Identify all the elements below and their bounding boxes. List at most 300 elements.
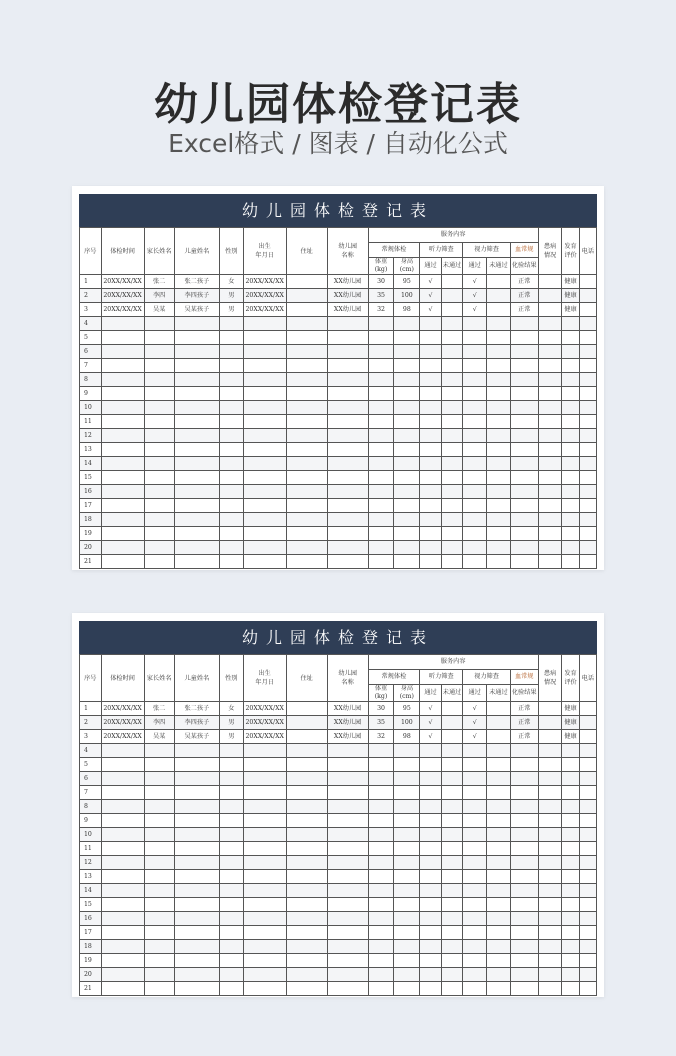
cell-vision-fail — [487, 289, 511, 303]
cell-address — [286, 702, 327, 716]
cell-blood-result — [510, 401, 538, 415]
table-row — [80, 842, 597, 856]
cell-parent — [144, 926, 174, 940]
cell-vision-fail — [487, 429, 511, 443]
cell-parent — [144, 513, 174, 527]
cell-gender — [219, 926, 243, 940]
cell-vision-pass — [463, 457, 487, 471]
cell-weight — [368, 744, 394, 758]
cell-gender: 女 — [219, 275, 243, 289]
cell-gender — [219, 884, 243, 898]
cell-weight — [368, 513, 394, 527]
cell-hearing-pass — [420, 912, 442, 926]
cell-kindergarten — [327, 814, 368, 828]
cell-weight — [368, 884, 394, 898]
cell-height — [394, 968, 420, 982]
cell-exam-time — [101, 443, 144, 457]
cell-disease — [538, 842, 562, 856]
cell-gender — [219, 842, 243, 856]
cell-birth — [243, 744, 286, 758]
cell-phone — [579, 485, 596, 499]
page-subtitle: Excel格式 / 图表 / 自动化公式 — [168, 129, 508, 158]
cell-development — [562, 870, 579, 884]
cell-height: 95 — [394, 702, 420, 716]
cell-address — [286, 345, 327, 359]
cell-vision-pass — [463, 828, 487, 842]
cell-parent — [144, 772, 174, 786]
cell-blood-result — [510, 485, 538, 499]
cell-development — [562, 828, 579, 842]
cell-vision-fail — [487, 485, 511, 499]
cell-birth — [243, 331, 286, 345]
cell-seq: 20 — [80, 968, 102, 982]
cell-address — [286, 814, 327, 828]
cell-weight — [368, 968, 394, 982]
cell-exam-time — [101, 485, 144, 499]
cell-gender — [219, 541, 243, 555]
cell-phone — [579, 912, 596, 926]
cell-blood-result — [510, 870, 538, 884]
header-service: 服务内容 — [368, 655, 538, 670]
cell-vision-fail — [487, 275, 511, 289]
cell-blood-result — [510, 513, 538, 527]
cell-weight — [368, 331, 394, 345]
cell-seq: 21 — [80, 555, 102, 569]
cell-kindergarten — [327, 387, 368, 401]
cell-phone — [579, 429, 596, 443]
cell-hearing-pass — [420, 870, 442, 884]
cell-kindergarten — [327, 555, 368, 569]
table-row — [80, 345, 597, 359]
cell-blood-result — [510, 926, 538, 940]
cell-vision-fail — [487, 527, 511, 541]
cell-kindergarten — [327, 527, 368, 541]
cell-vision-pass: √ — [463, 275, 487, 289]
cell-development — [562, 499, 579, 513]
cell-parent — [144, 555, 174, 569]
cell-parent: 张二 — [144, 275, 174, 289]
cell-vision-fail — [487, 387, 511, 401]
cell-address — [286, 541, 327, 555]
header-hearing-fail: 未通过 — [441, 258, 463, 275]
cell-address — [286, 359, 327, 373]
cell-height — [394, 814, 420, 828]
cell-birth — [243, 772, 286, 786]
cell-phone — [579, 401, 596, 415]
cell-development — [562, 856, 579, 870]
cell-phone — [579, 443, 596, 457]
header-height: 身高 (cm) — [394, 258, 420, 275]
cell-parent — [144, 373, 174, 387]
cell-blood-result — [510, 317, 538, 331]
cell-vision-fail — [487, 954, 511, 968]
cell-vision-pass — [463, 800, 487, 814]
cell-parent — [144, 814, 174, 828]
cell-phone — [579, 289, 596, 303]
sheet-title: 幼儿园体检登记表 — [79, 194, 597, 227]
cell-phone — [579, 926, 596, 940]
cell-hearing-pass — [420, 331, 442, 345]
cell-height: 95 — [394, 275, 420, 289]
table-row — [80, 359, 597, 373]
cell-vision-fail — [487, 758, 511, 772]
header-blood-result: 化验结果 — [510, 685, 538, 702]
cell-birth — [243, 842, 286, 856]
table-row — [80, 303, 597, 317]
cell-hearing-fail — [441, 499, 463, 513]
cell-kindergarten — [327, 744, 368, 758]
cell-hearing-fail — [441, 555, 463, 569]
cell-vision-pass — [463, 359, 487, 373]
cell-development — [562, 373, 579, 387]
cell-phone — [579, 800, 596, 814]
cell-hearing-fail — [441, 828, 463, 842]
cell-hearing-pass — [420, 541, 442, 555]
cell-address — [286, 926, 327, 940]
exam-table — [79, 654, 597, 996]
cell-address — [286, 303, 327, 317]
cell-blood-result — [510, 387, 538, 401]
cell-address — [286, 856, 327, 870]
table-row — [80, 527, 597, 541]
cell-weight — [368, 471, 394, 485]
header-hearing-fail: 未通过 — [441, 685, 463, 702]
cell-hearing-pass — [420, 429, 442, 443]
cell-phone — [579, 828, 596, 842]
cell-parent: 李四 — [144, 289, 174, 303]
cell-vision-fail — [487, 926, 511, 940]
cell-gender — [219, 758, 243, 772]
cell-vision-pass — [463, 744, 487, 758]
cell-seq: 14 — [80, 884, 102, 898]
cell-child — [174, 758, 219, 772]
cell-hearing-fail — [441, 982, 463, 996]
cell-weight — [368, 429, 394, 443]
cell-kindergarten — [327, 926, 368, 940]
cell-weight — [368, 345, 394, 359]
cell-vision-pass — [463, 471, 487, 485]
cell-parent — [144, 800, 174, 814]
cell-child — [174, 870, 219, 884]
cell-birth — [243, 898, 286, 912]
cell-development — [562, 443, 579, 457]
cell-birth — [243, 429, 286, 443]
cell-kindergarten — [327, 842, 368, 856]
cell-seq: 12 — [80, 429, 102, 443]
cell-exam-time — [101, 786, 144, 800]
cell-exam-time — [101, 541, 144, 555]
cell-hearing-fail — [441, 345, 463, 359]
cell-blood-result — [510, 758, 538, 772]
cell-seq: 2 — [80, 716, 102, 730]
cell-vision-fail — [487, 730, 511, 744]
cell-seq: 16 — [80, 912, 102, 926]
cell-hearing-pass — [420, 471, 442, 485]
cell-phone — [579, 870, 596, 884]
table-row — [80, 331, 597, 345]
cell-gender — [219, 954, 243, 968]
cell-development — [562, 387, 579, 401]
cell-gender: 男 — [219, 289, 243, 303]
cell-gender — [219, 982, 243, 996]
cell-exam-time — [101, 401, 144, 415]
cell-kindergarten — [327, 898, 368, 912]
cell-development: 健康 — [562, 275, 579, 289]
cell-address — [286, 513, 327, 527]
cell-development — [562, 884, 579, 898]
cell-vision-pass — [463, 926, 487, 940]
cell-seq: 8 — [80, 373, 102, 387]
cell-weight — [368, 527, 394, 541]
cell-address — [286, 912, 327, 926]
cell-seq: 17 — [80, 926, 102, 940]
cell-hearing-pass — [420, 814, 442, 828]
cell-seq: 4 — [80, 317, 102, 331]
cell-child — [174, 415, 219, 429]
cell-disease — [538, 331, 562, 345]
cell-hearing-pass — [420, 744, 442, 758]
cell-child — [174, 828, 219, 842]
cell-kindergarten — [327, 786, 368, 800]
cell-phone — [579, 842, 596, 856]
cell-weight — [368, 758, 394, 772]
cell-development — [562, 744, 579, 758]
cell-gender — [219, 772, 243, 786]
cell-height — [394, 401, 420, 415]
cell-disease — [538, 702, 562, 716]
cell-exam-time — [101, 555, 144, 569]
cell-height — [394, 926, 420, 940]
cell-development — [562, 772, 579, 786]
cell-exam-time — [101, 898, 144, 912]
cell-vision-pass — [463, 940, 487, 954]
cell-blood-result: 正常 — [510, 716, 538, 730]
cell-address — [286, 289, 327, 303]
cell-birth — [243, 786, 286, 800]
cell-kindergarten: XX幼儿园 — [327, 702, 368, 716]
cell-weight: 35 — [368, 716, 394, 730]
cell-vision-fail — [487, 856, 511, 870]
cell-seq: 7 — [80, 359, 102, 373]
cell-gender — [219, 457, 243, 471]
cell-vision-pass — [463, 870, 487, 884]
cell-gender — [219, 401, 243, 415]
cell-gender — [219, 856, 243, 870]
cell-disease — [538, 884, 562, 898]
cell-vision-fail — [487, 828, 511, 842]
cell-birth — [243, 415, 286, 429]
cell-vision-fail — [487, 373, 511, 387]
cell-parent — [144, 387, 174, 401]
cell-hearing-fail — [441, 541, 463, 555]
table-row — [80, 744, 597, 758]
cell-exam-time: 20XX/XX/XX — [101, 303, 144, 317]
cell-vision-fail — [487, 702, 511, 716]
cell-birth: 20XX/XX/XX — [243, 303, 286, 317]
cell-hearing-fail — [441, 457, 463, 471]
cell-exam-time — [101, 317, 144, 331]
cell-kindergarten — [327, 373, 368, 387]
cell-development — [562, 541, 579, 555]
cell-child — [174, 317, 219, 331]
cell-seq: 6 — [80, 772, 102, 786]
cell-development — [562, 471, 579, 485]
cell-birth — [243, 373, 286, 387]
cell-vision-fail — [487, 968, 511, 982]
cell-weight — [368, 898, 394, 912]
cell-disease — [538, 303, 562, 317]
cell-kindergarten — [327, 401, 368, 415]
table-row — [80, 786, 597, 800]
cell-gender — [219, 415, 243, 429]
cell-phone — [579, 373, 596, 387]
cell-phone — [579, 716, 596, 730]
cell-birth — [243, 926, 286, 940]
cell-weight: 32 — [368, 303, 394, 317]
cell-address — [286, 828, 327, 842]
table-row — [80, 387, 597, 401]
cell-hearing-fail — [441, 415, 463, 429]
cell-kindergarten — [327, 541, 368, 555]
page-title: 幼儿园体检登记表 — [154, 79, 522, 130]
cell-height — [394, 800, 420, 814]
cell-child — [174, 387, 219, 401]
cell-gender: 男 — [219, 303, 243, 317]
cell-hearing-fail — [441, 303, 463, 317]
cell-parent — [144, 471, 174, 485]
cell-hearing-fail — [441, 786, 463, 800]
cell-birth — [243, 758, 286, 772]
cell-hearing-pass — [420, 842, 442, 856]
cell-disease — [538, 898, 562, 912]
cell-vision-pass — [463, 499, 487, 513]
header-vision-fail: 未通过 — [487, 685, 511, 702]
cell-kindergarten — [327, 884, 368, 898]
cell-disease — [538, 968, 562, 982]
cell-hearing-pass — [420, 555, 442, 569]
cell-disease — [538, 954, 562, 968]
cell-weight — [368, 912, 394, 926]
cell-kindergarten: XX幼儿园 — [327, 730, 368, 744]
cell-address — [286, 443, 327, 457]
cell-parent — [144, 429, 174, 443]
cell-blood-result: 正常 — [510, 702, 538, 716]
cell-child — [174, 842, 219, 856]
table-row — [80, 317, 597, 331]
cell-hearing-pass: √ — [420, 289, 442, 303]
cell-vision-fail — [487, 443, 511, 457]
cell-vision-pass — [463, 758, 487, 772]
cell-hearing-fail — [441, 926, 463, 940]
cell-development — [562, 485, 579, 499]
cell-hearing-pass — [420, 772, 442, 786]
cell-weight — [368, 415, 394, 429]
cell-child — [174, 429, 219, 443]
cell-address — [286, 373, 327, 387]
cell-height — [394, 758, 420, 772]
table-row — [80, 702, 597, 716]
cell-child — [174, 884, 219, 898]
table-row — [80, 457, 597, 471]
cell-development: 健康 — [562, 716, 579, 730]
cell-hearing-fail — [441, 800, 463, 814]
cell-vision-pass — [463, 856, 487, 870]
cell-weight — [368, 982, 394, 996]
cell-height — [394, 828, 420, 842]
cell-address — [286, 457, 327, 471]
cell-child — [174, 968, 219, 982]
cell-height — [394, 457, 420, 471]
cell-weight — [368, 856, 394, 870]
cell-hearing-pass — [420, 898, 442, 912]
cell-hearing-pass — [420, 345, 442, 359]
cell-kindergarten — [327, 513, 368, 527]
cell-development: 健康 — [562, 730, 579, 744]
cell-parent — [144, 359, 174, 373]
header-hearing: 听力筛查 — [420, 243, 463, 258]
cell-height — [394, 884, 420, 898]
cell-height: 98 — [394, 303, 420, 317]
cell-exam-time: 20XX/XX/XX — [101, 289, 144, 303]
header-routine: 常规体检 — [368, 243, 420, 258]
cell-hearing-fail — [441, 968, 463, 982]
cell-height — [394, 744, 420, 758]
cell-kindergarten — [327, 800, 368, 814]
cell-kindergarten — [327, 485, 368, 499]
cell-birth — [243, 471, 286, 485]
cell-child — [174, 898, 219, 912]
cell-gender — [219, 387, 243, 401]
cell-hearing-pass: √ — [420, 275, 442, 289]
cell-blood-result — [510, 912, 538, 926]
cell-vision-fail — [487, 744, 511, 758]
cell-development: 健康 — [562, 702, 579, 716]
cell-blood-result — [510, 940, 538, 954]
cell-weight — [368, 387, 394, 401]
cell-vision-fail — [487, 331, 511, 345]
cell-vision-fail — [487, 541, 511, 555]
header-birth: 出生 年月日 — [243, 655, 286, 702]
table-row — [80, 954, 597, 968]
cell-development — [562, 954, 579, 968]
cell-vision-pass: √ — [463, 716, 487, 730]
cell-birth — [243, 940, 286, 954]
cell-height — [394, 331, 420, 345]
cell-height — [394, 499, 420, 513]
cell-disease — [538, 940, 562, 954]
cell-disease — [538, 373, 562, 387]
cell-phone — [579, 527, 596, 541]
cell-birth — [243, 555, 286, 569]
cell-address — [286, 331, 327, 345]
cell-address — [286, 527, 327, 541]
cell-address — [286, 716, 327, 730]
cell-kindergarten — [327, 772, 368, 786]
cell-blood-result — [510, 842, 538, 856]
header-disease: 患病 情况 — [538, 228, 562, 275]
header-vision-pass: 通过 — [463, 258, 487, 275]
cell-development — [562, 814, 579, 828]
cell-child — [174, 345, 219, 359]
table-row — [80, 443, 597, 457]
header-seq: 序号 — [80, 228, 102, 275]
cell-height — [394, 373, 420, 387]
cell-vision-pass — [463, 527, 487, 541]
cell-phone — [579, 884, 596, 898]
cell-height — [394, 786, 420, 800]
cell-birth — [243, 359, 286, 373]
cell-gender: 男 — [219, 716, 243, 730]
